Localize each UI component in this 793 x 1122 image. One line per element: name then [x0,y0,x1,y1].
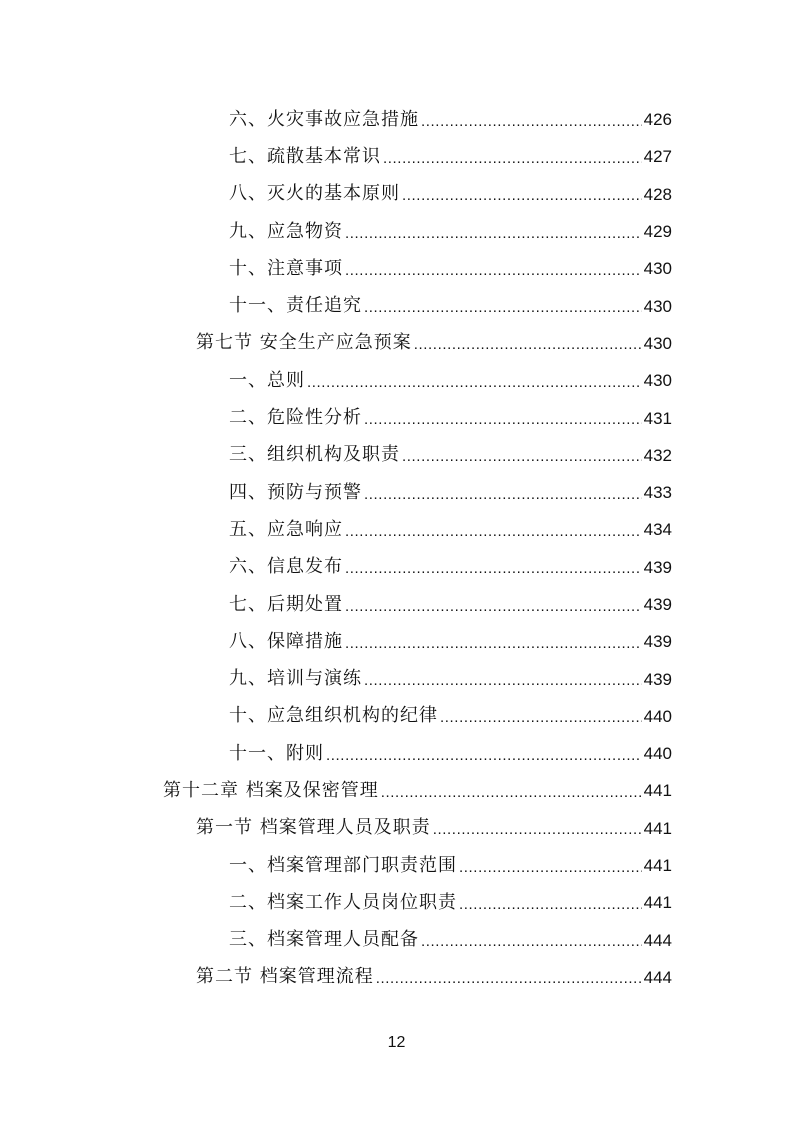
toc-leader-dots [414,333,642,353]
toc-entry-title: 六、信息发布 [229,556,343,578]
toc-entry-title: 十、注意事项 [229,257,343,279]
toc-entry[interactable] [0,362,793,399]
toc-leader-dots [364,408,642,428]
toc-entry[interactable] [0,101,793,138]
toc-leader-dots [364,669,642,689]
toc-entry[interactable] [0,847,793,884]
toc-entry-title: 第十二章 档案及保密管理 [163,779,379,801]
toc-entry-page: 427 [643,147,672,167]
toc-section-entry[interactable] [0,325,793,362]
toc-leader-dots [345,595,642,615]
toc-entry[interactable] [0,735,793,772]
toc-entry-title: 十一、附则 [229,742,324,764]
toc-entry-page: 426 [643,110,672,130]
table-of-contents [0,101,793,996]
toc-section-entry[interactable] [0,810,793,847]
toc-entry-title: 十一、责任追究 [229,295,362,317]
toc-entry[interactable] [0,884,793,921]
toc-entry[interactable] [0,474,793,511]
toc-leader-dots [376,967,642,987]
toc-entry-title: 八、灭火的基本原则 [229,183,400,205]
toc-entry-title: 六、火灾事故应急措施 [229,108,419,130]
toc-entry[interactable] [0,549,793,586]
toc-entry-title: 四、预防与预警 [229,481,362,503]
toc-leader-dots [402,184,642,204]
toc-entry-title: 一、档案管理部门职责范围 [229,854,457,876]
toc-leader-dots [307,371,642,391]
toc-entry[interactable] [0,250,793,287]
toc-leader-dots [345,259,642,279]
toc-entry-page: 428 [643,184,672,204]
toc-section-entry[interactable] [0,959,793,996]
toc-entry[interactable] [0,399,793,436]
toc-entry-title: 二、档案工作人员岗位职责 [229,891,457,913]
toc-entry-title: 八、保障措施 [229,630,343,652]
toc-entry-page: 439 [643,595,672,614]
toc-entry-title: 十、应急组织机构的纪律 [229,705,438,727]
toc-entry-title: 五、应急响应 [229,518,343,540]
toc-entry[interactable] [0,698,793,735]
toc-entry-title: 第一节 档案管理人员及职责 [196,817,431,839]
toc-leader-dots [345,520,642,540]
toc-entry-page: 441 [643,893,672,913]
toc-entry-title: 第二节 档案管理流程 [196,966,374,988]
toc-entry-page: 431 [643,408,672,428]
toc-entry-title: 七、疏散基本常识 [229,145,381,167]
toc-leader-dots [381,781,642,801]
toc-leader-dots [383,147,642,167]
toc-entry-title: 三、组织机构及职责 [229,444,400,466]
toc-entry-page: 439 [643,669,672,689]
toc-leader-dots [364,296,642,316]
toc-entry-page: 430 [643,259,672,279]
toc-entry-title: 九、应急物资 [229,220,343,242]
toc-entry-page: 429 [643,222,672,242]
toc-leader-dots [345,557,642,577]
toc-entry-page: 434 [643,520,672,540]
toc-entry-page: 441 [643,818,672,838]
toc-entry-page: 430 [643,333,672,353]
toc-leader-dots [421,110,642,130]
toc-entry[interactable] [0,623,793,660]
toc-entry[interactable] [0,437,793,474]
toc-entry-title: 第七节 安全生产应急预案 [196,332,412,354]
toc-leader-dots [345,222,642,242]
toc-entry-page: 440 [643,744,672,764]
toc-entry[interactable] [0,660,793,697]
toc-entry[interactable] [0,511,793,548]
toc-entry[interactable] [0,922,793,959]
toc-entry[interactable] [0,213,793,250]
toc-leader-dots [345,632,642,652]
toc-chapter-entry[interactable] [0,772,793,809]
toc-entry-title: 三、档案管理人员配备 [229,929,419,951]
toc-entry-page: 444 [643,930,672,950]
toc-entry[interactable] [0,138,793,175]
toc-entry[interactable] [0,586,793,623]
toc-entry[interactable] [0,176,793,213]
toc-entry-page: 439 [643,632,672,652]
toc-entry-title: 二、危险性分析 [229,407,362,429]
toc-entry-title: 七、后期处置 [229,593,343,615]
toc-entry-title: 九、培训与演练 [229,668,362,690]
toc-entry-title: 一、总则 [229,369,305,391]
toc-entry-page: 430 [643,371,672,391]
toc-entry-page: 441 [643,781,672,801]
toc-entry[interactable] [0,287,793,324]
toc-leader-dots [440,706,642,726]
toc-entry-page: 444 [643,967,672,987]
toc-leader-dots [433,818,642,838]
toc-leader-dots [459,893,642,913]
page-number: 12 [387,1034,406,1051]
toc-leader-dots [326,744,642,764]
toc-entry-page: 432 [643,445,672,465]
toc-entry-page: 439 [643,557,672,577]
toc-entry-page: 440 [643,706,672,726]
toc-leader-dots [364,483,642,503]
toc-entry-page: 433 [643,483,672,503]
toc-leader-dots [459,856,642,876]
toc-entry-page: 430 [643,296,672,316]
toc-entry-page: 441 [643,856,672,876]
toc-leader-dots [421,930,642,950]
toc-leader-dots [402,445,642,465]
